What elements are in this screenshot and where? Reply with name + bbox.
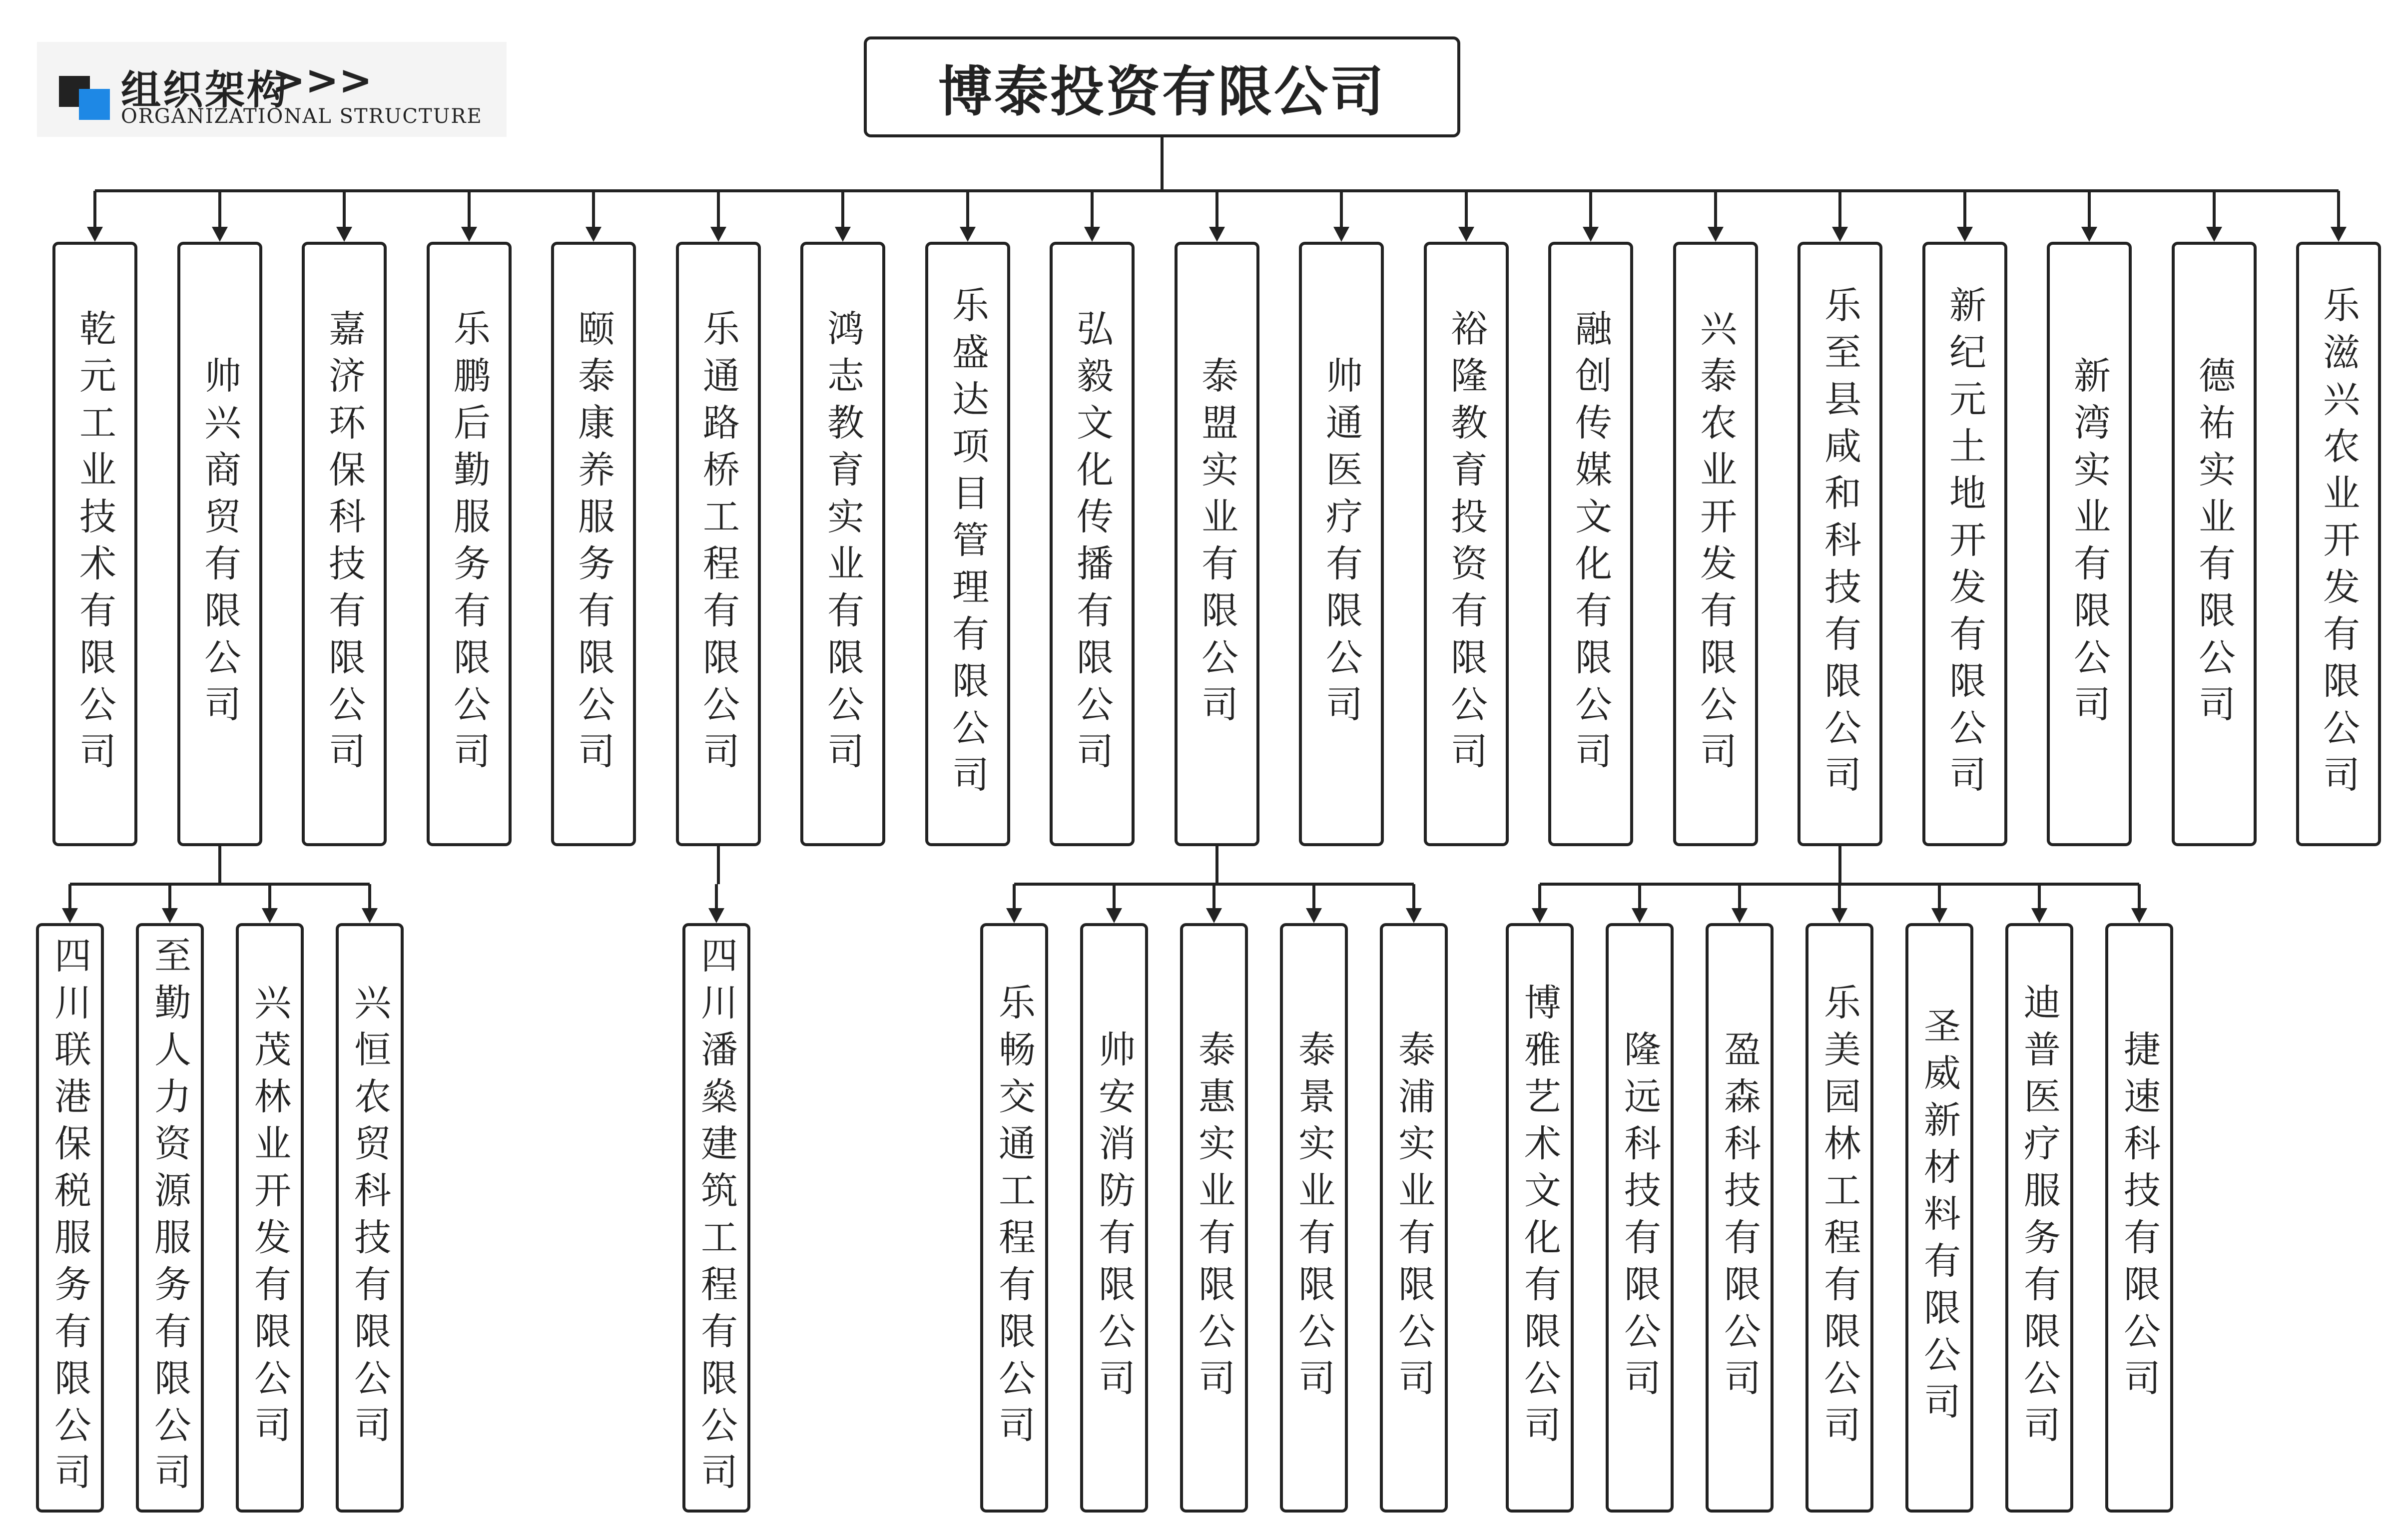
subsidiary-box: [800, 242, 885, 846]
root-company-box: [864, 36, 1460, 137]
subsidiary-box: [2047, 242, 2132, 846]
subsidiary-box-label: 兴泰农业开发有限公司: [1694, 309, 1737, 779]
child-company-box-label: 泰惠实业有限公司: [1193, 1030, 1235, 1406]
subsidiary-box-label: 乐盛达项目管理有限公司: [946, 286, 989, 802]
child-company-box: [1080, 923, 1148, 1513]
subsidiary-box: [427, 242, 512, 846]
subsidiary-box: [177, 242, 262, 846]
subsidiary-box-label: 嘉济环保科技有限公司: [323, 309, 366, 779]
child-company-box: [236, 923, 304, 1513]
child-company-box: [1706, 923, 1774, 1513]
child-company-box: [336, 923, 404, 1513]
child-company-box-label: 迪普医疗服务有限公司: [2018, 983, 2061, 1453]
subsidiary-box: [1299, 242, 1384, 846]
subsidiary-box-label: 新湾实业有限公司: [2068, 356, 2111, 732]
subsidiary-box: [1424, 242, 1509, 846]
child-company-box: [1180, 923, 1248, 1513]
subsidiary-box: [925, 242, 1010, 846]
child-company-box-label: 乐美园林工程有限公司: [1818, 983, 1861, 1453]
child-company-box-label: 帅安消防有限公司: [1093, 1030, 1136, 1406]
subsidiary-box-label: 德祐实业有限公司: [2193, 356, 2236, 732]
subsidiary-box: [1798, 242, 1882, 846]
child-company-box: [2005, 923, 2073, 1513]
logo-title: 组织架构: [121, 67, 289, 113]
subsidiary-box: [1922, 242, 2007, 846]
subsidiary-box-label: 帅通医疗有限公司: [1320, 356, 1363, 732]
subsidiary-box: [302, 242, 387, 846]
child-company-box-label: 泰浦实业有限公司: [1392, 1030, 1435, 1406]
child-company-box-label: 四川联港保税服务有限公司: [48, 936, 91, 1500]
child-company-box-label: 圣威新材料有限公司: [1918, 1007, 1961, 1429]
subsidiary-box: [1175, 242, 1259, 846]
subsidiary-box-label: 乐至县咸和科技有限公司: [1818, 286, 1861, 802]
child-company-box-label: 盈森科技有限公司: [1718, 1030, 1761, 1406]
subsidiary-box: [2172, 242, 2257, 846]
subsidiary-box-label: 乾元工业技术有限公司: [73, 309, 116, 779]
child-company-box: [136, 923, 204, 1513]
subsidiary-box-label: 颐泰康养服务有限公司: [572, 309, 615, 779]
child-company-box: [36, 923, 104, 1513]
child-company-box: [2105, 923, 2173, 1513]
child-company-box-label: 乐畅交通工程有限公司: [993, 983, 1036, 1453]
child-company-box-label: 至勤人力资源服务有限公司: [148, 936, 191, 1500]
child-company-box-label: 泰景实业有限公司: [1292, 1030, 1335, 1406]
subsidiary-box: [676, 242, 761, 846]
child-company-box: [682, 923, 750, 1513]
root-company-label: 博泰投资有限公司: [938, 60, 1386, 123]
subsidiary-box-label: 泰盟实业有限公司: [1196, 356, 1238, 732]
child-company-box-label: 兴茂林业开发有限公司: [248, 983, 291, 1453]
subsidiary-box-label: 乐滋兴农业开发有限公司: [2317, 286, 2360, 802]
child-company-box-label: 博雅艺术文化有限公司: [1518, 983, 1561, 1453]
subsidiary-box-label: 鸿志教育实业有限公司: [821, 309, 864, 779]
child-company-box: [1280, 923, 1348, 1513]
child-company-box-label: 捷速科技有限公司: [2118, 1030, 2161, 1406]
subsidiary-box-label: 新纪元土地开发有限公司: [1943, 286, 1986, 802]
child-company-box: [1606, 923, 1674, 1513]
child-company-box-label: 四川潘燊建筑工程有限公司: [695, 936, 738, 1500]
logo-subtitle: ORGANIZATIONAL STRUCTURE: [121, 105, 483, 128]
subsidiary-box: [1050, 242, 1135, 846]
subsidiary-box: [1548, 242, 1633, 846]
child-company-box: [1380, 923, 1448, 1513]
subsidiary-box: [1673, 242, 1758, 846]
subsidiary-box: [52, 242, 137, 846]
subsidiary-box-label: 裕隆教育投资有限公司: [1445, 309, 1488, 779]
logo-arrows: >>>: [272, 57, 373, 103]
child-company-box: [1805, 923, 1873, 1513]
child-company-box: [1506, 923, 1574, 1513]
subsidiary-box-label: 乐通路桥工程有限公司: [697, 309, 740, 779]
child-company-box-label: 隆远科技有限公司: [1618, 1030, 1661, 1406]
subsidiary-box-label: 融创传媒文化有限公司: [1569, 309, 1612, 779]
child-company-box: [1905, 923, 1973, 1513]
subsidiary-box: [551, 242, 636, 846]
child-company-box-label: 兴恒农贸科技有限公司: [348, 983, 391, 1453]
subsidiary-box: [2296, 242, 2381, 846]
subsidiary-box-label: 乐鹏后勤服务有限公司: [448, 309, 491, 779]
child-company-box: [980, 923, 1048, 1513]
subsidiary-box-label: 帅兴商贸有限公司: [198, 356, 241, 732]
subsidiary-box-label: 弘毅文化传播有限公司: [1071, 309, 1114, 779]
